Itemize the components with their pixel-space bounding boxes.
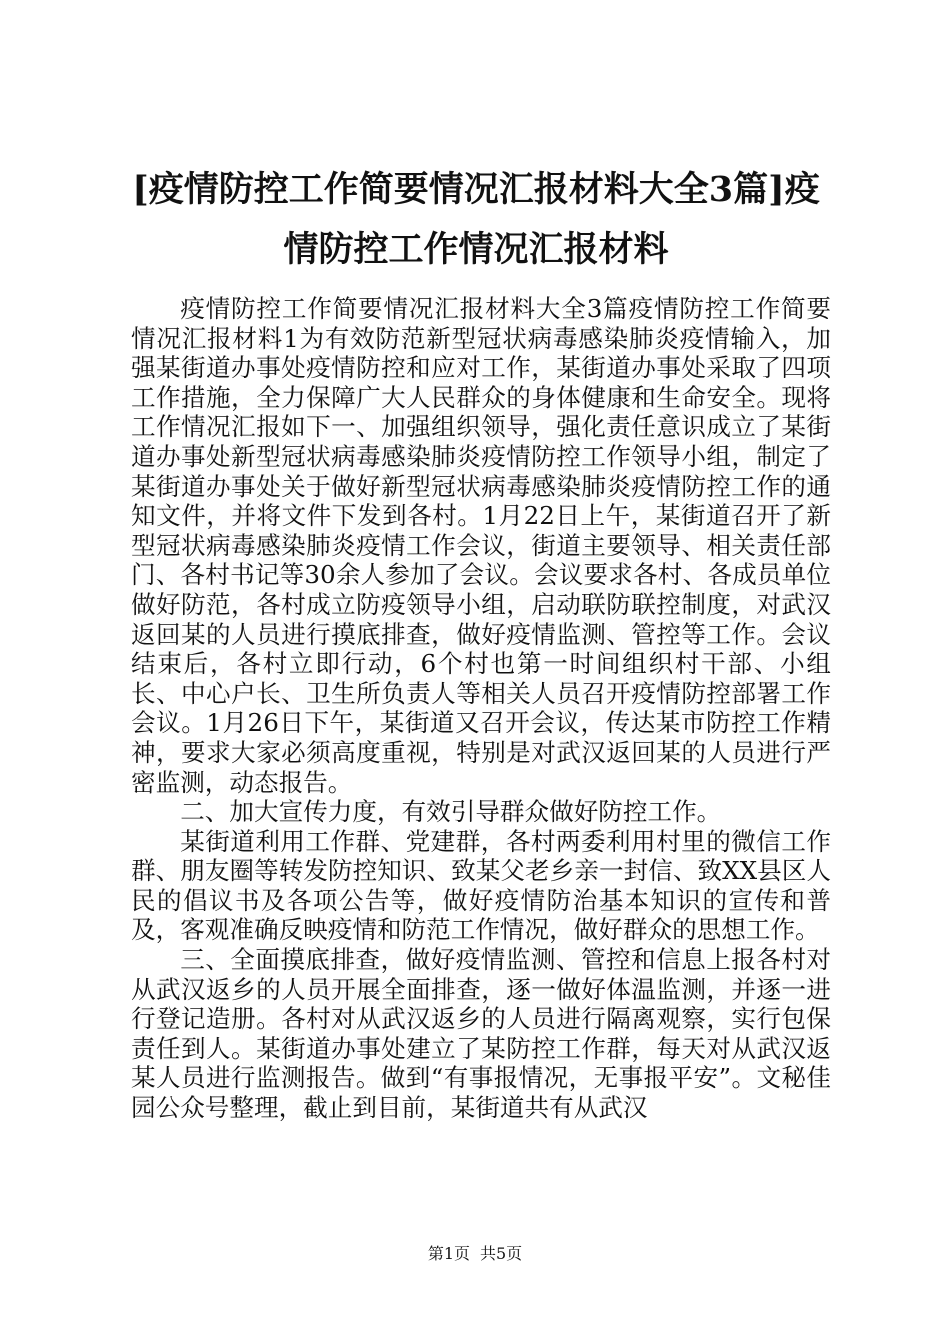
page-number-total: 共5页 bbox=[480, 1244, 523, 1263]
paragraph-2: 二、加大宣传力度，有效引导群众做好防控工作。 bbox=[180, 797, 722, 827]
document-title: [疫情防控工作简要情况汇报材料大全3篇]疫情防控工作情况汇报材料 bbox=[132, 169, 820, 270]
paragraph-3: 某街道利用工作群、党建群，各村两委利用村里的微信工作群、朋友圈等转发防控知识、致某父老乡亲一封信、致XX县区人民的倡议书及各项公告等，做好疫情防治基本知识的宣传和普及，客观准确反映疫情和防范工作情况，做好群众的思想工作。 bbox=[131, 826, 831, 945]
paragraph-1: 疫情防控工作简要情况汇报材料大全3篇疫情防控工作简要情况汇报材料1为有效防范新型冠状病毒感染肺炎疫情输入，加强某街道办事处疫情防控和应对工作，某街道办事处采取了四项工作措施，全力保障广大人民群众的身体健康和生命安全。现将工作情况汇报如下一、加强组织领导，强化责任意识成立了某街道办事处新型冠状病毒感染肺炎疫情防控工作领导小组，制定了某街道办事处关于做好新型冠状病毒感染肺炎疫情防控工作的通知文件，并将文件下发到各村。1月22日上午，某街道召开了新型冠状病毒感染肺炎疫情工作会议，街道主要领导、相关责任部门、各村书记等30余人参加了会议。会议要求各村、各成员单位做好防范，各村成立防疫领导小组，启动联防联控制度，对武汉返回某的人员进行摸底排查，做好疫情监测、管控等工作。会议结束后，各村立即行动，6个村也第一时间组织村干部、小组长、中心户长、卫生所负责人等相关人员召开疫情防控部署工作会议。1月26日下午，某街道又召开会议，传达某市防控工作精神，要求大家必须高度重视，特别是对武汉返回某的人员进行严密监测，动态报告。 bbox=[131, 294, 831, 797]
page-footer bbox=[0, 1244, 950, 1264]
document-body bbox=[131, 294, 831, 1123]
paragraph-4: 三、全面摸底排查，做好疫情监测、管控和信息上报各村对从武汉返乡的人员开展全面排查，逐一做好体温监测，并逐一进行登记造册。各村对从武汉返乡的人员进行隔离观察，实行包保责任到人。某街道办事处建立了某防控工作群，每天对从武汉返某人员进行监测报告。做到“有事报情况，无事报平安”。文秘佳园公众号整理，截止到目前，某街道共有从武汉 bbox=[131, 945, 831, 1123]
page-number-current: 第1页 bbox=[427, 1244, 470, 1263]
